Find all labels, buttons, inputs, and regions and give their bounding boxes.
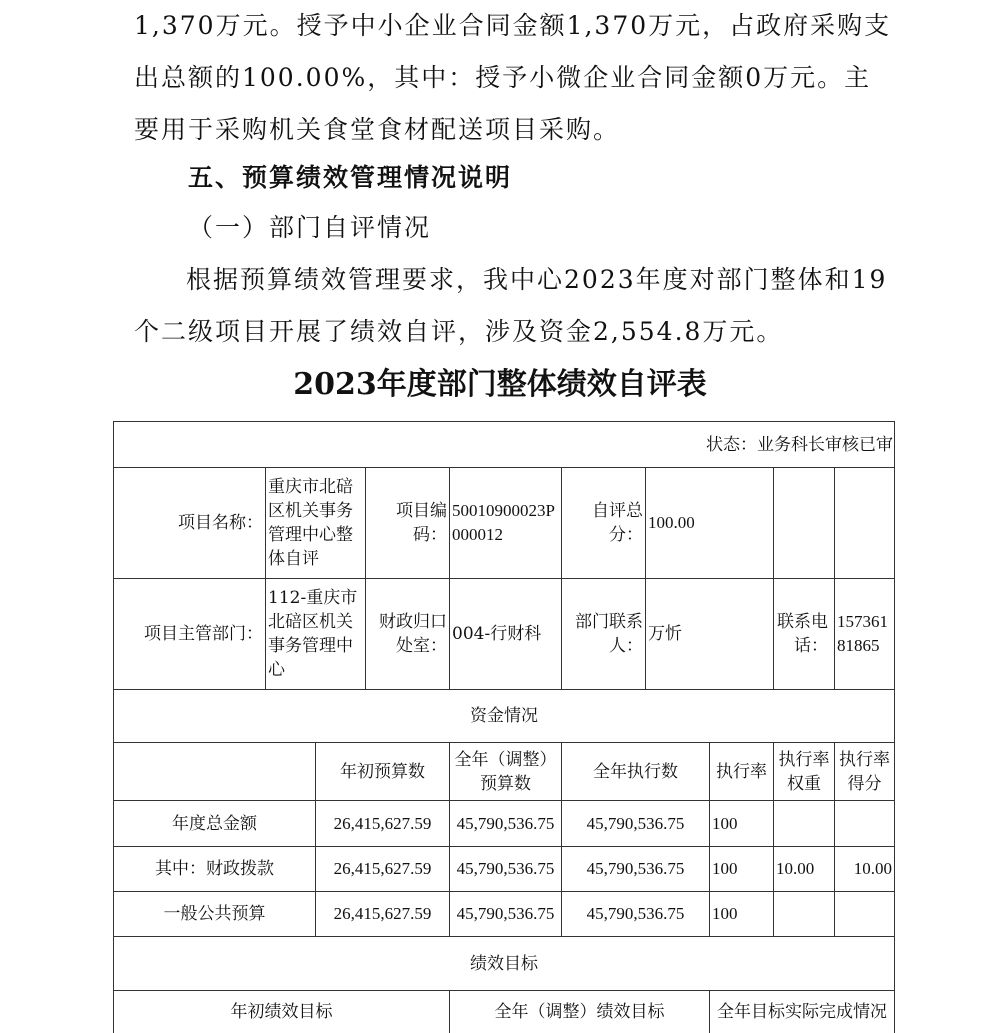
funds-row-initial: 26,415,627.59 (333, 904, 432, 923)
funds-row-rate: 100 (712, 813, 738, 833)
funds-col-initial: 年初预算数 (340, 761, 425, 782)
section-heading-5: 五、预算绩效管理情况说明 (188, 163, 513, 192)
funds-row-executed: 45,790,536.75 (586, 813, 685, 833)
funds-row-rate: 100 (712, 904, 738, 923)
finance-office: 004-行财科 (452, 624, 542, 644)
funds-row-weight (774, 892, 834, 936)
perf-header: 绩效目标 (470, 953, 538, 974)
project-name-label: 项目名称： (178, 513, 263, 533)
table-status: 状态：业务科长审核已审 (706, 434, 893, 455)
funds-col-score: 执行率得分 (839, 749, 890, 794)
project-code: 50010900023P000012 (452, 501, 555, 544)
dept-label: 项目主管部门： (144, 624, 263, 644)
funds-row-adjusted: 45,790,536.75 (456, 904, 555, 923)
phone: 15736181865 (837, 612, 888, 655)
subsection-heading-5-1: （一）部门自评情况 (188, 213, 432, 242)
funds-row-score (835, 892, 894, 936)
funds-col-weight: 执行率权重 (778, 749, 830, 794)
phone-label: 联系电话： (777, 612, 828, 656)
funds-header: 资金情况 (470, 706, 538, 726)
paragraph-self-evaluation (134, 254, 894, 358)
funds-row-weight: 10.00 (776, 859, 815, 878)
contact: 万忻 (648, 624, 682, 644)
self-score-label: 自评总分： (592, 501, 643, 545)
paragraph-self-evaluation-text: 根据预算绩效管理要求，我中心2023年度对部门整体和19个二级项目开展了绩效自评，涉及资金2,554.8万元。 (134, 265, 888, 346)
funds-row-initial: 26,415,627.59 (333, 859, 432, 878)
dept: 112-重庆市北碚区机关事务管理中心 (268, 588, 358, 680)
funds-row-label: 一般公共预算 (163, 904, 266, 924)
funds-row-label: 年度总金额 (172, 813, 257, 834)
project-name: 重庆市北碚区机关事务管理中心整体自评 (268, 477, 353, 569)
finance-office-label: 财政归口处室： (379, 612, 447, 656)
funds-row-rate: 100 (712, 859, 738, 878)
funds-col-executed: 全年执行数 (593, 761, 678, 782)
contact-label: 部门联系人： (575, 612, 643, 656)
funds-row-adjusted: 45,790,536.75 (456, 813, 555, 833)
perf-col-initial: 年初绩效目标 (230, 1002, 333, 1022)
funds-row-initial: 26,415,627.59 (333, 813, 432, 833)
funds-row-adjusted: 45,790,536.75 (456, 859, 555, 878)
paragraph-procurement: 1,370万元。授予中小企业合同金额1,370万元，占政府采购支出总额的100.00%，其中：授予小微企业合同金额0万元。主要用于采购机关食堂食材配送项目采购。 (134, 11, 892, 144)
project-code-label: 项目编码： (396, 501, 447, 545)
table-title: 2023年度部门整体绩效自评表 (293, 367, 707, 402)
funds-col-rate: 执行率 (716, 761, 767, 782)
funds-row-label: 其中：财政拨款 (155, 859, 274, 879)
funds-row-executed: 45,790,536.75 (586, 859, 685, 878)
funds-row-score (835, 801, 894, 846)
perf-col-actual: 全年目标实际完成情况 (717, 1002, 887, 1022)
self-score: 100.00 (648, 513, 695, 532)
funds-row-score: 10.00 (853, 859, 892, 878)
funds-row-weight (774, 801, 834, 846)
funds-row-executed: 45,790,536.75 (586, 904, 685, 923)
funds-col-adjusted: 全年（调整）预算数 (454, 749, 557, 794)
perf-col-adjusted: 全年（调整）绩效目标 (494, 1002, 665, 1022)
